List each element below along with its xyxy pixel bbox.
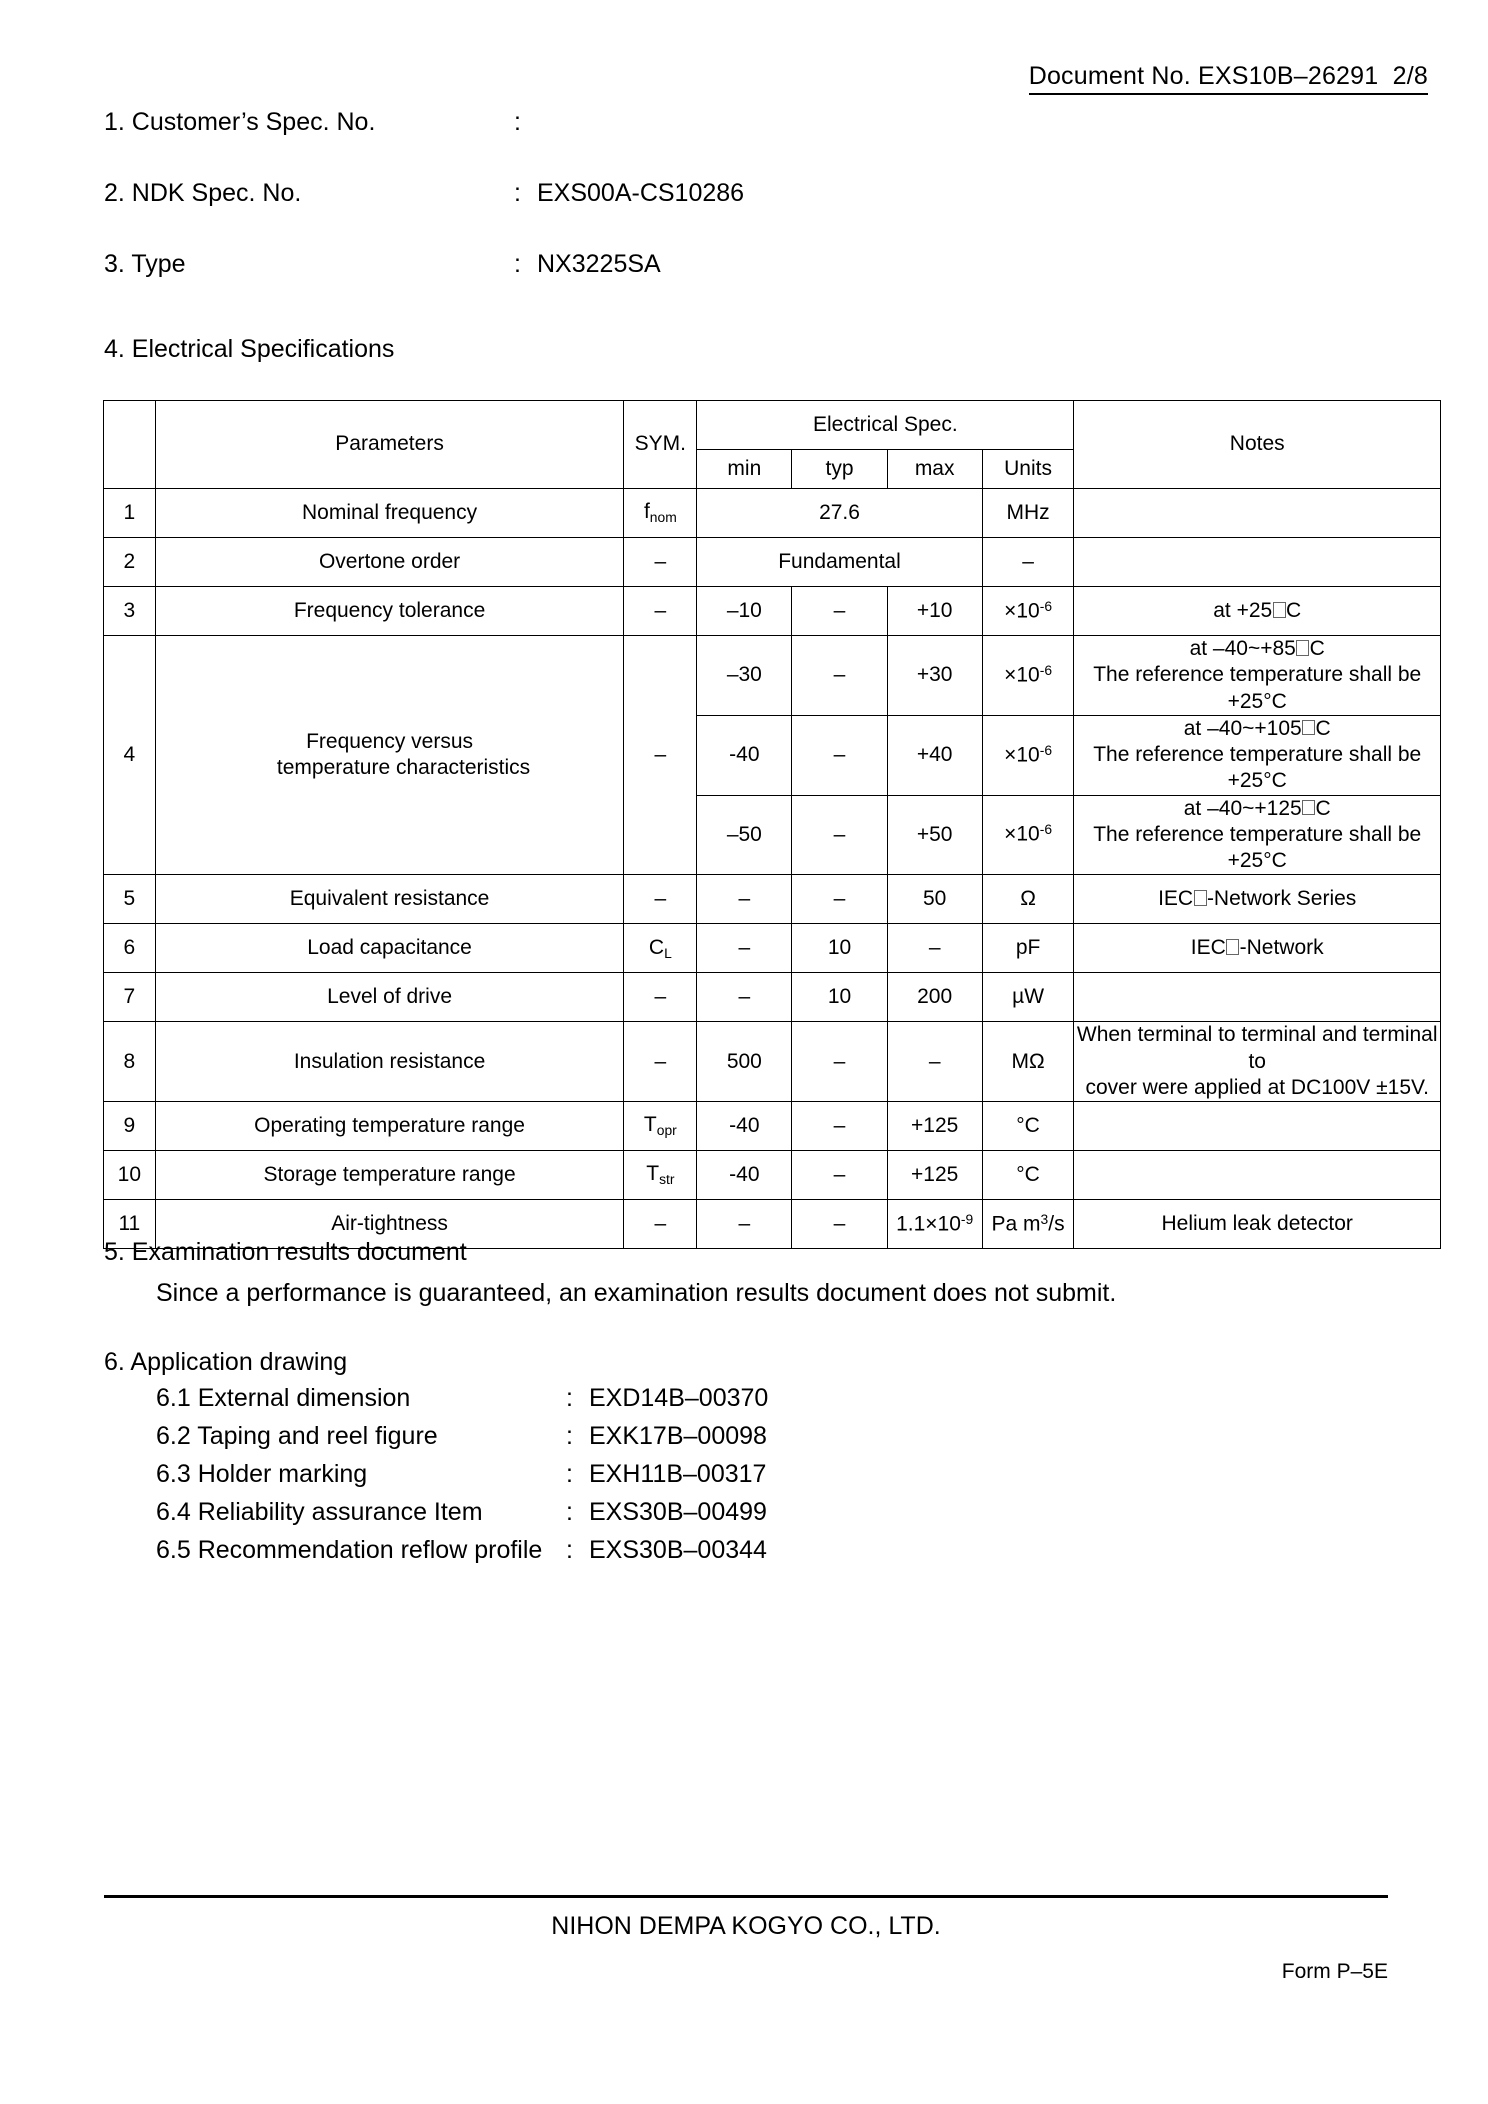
item-label: 6.4 Reliability assurance Item — [156, 1498, 483, 1526]
notes-text-post: -Network — [1239, 936, 1324, 960]
electrical-spec-table-wrap — [103, 400, 1441, 1249]
row-max: +30 — [887, 636, 982, 716]
row-units: pF — [982, 924, 1074, 973]
row-min: –50 — [697, 795, 792, 875]
row-units: °C — [982, 1151, 1074, 1200]
missing-glyph-box-icon — [1273, 602, 1286, 618]
notes-text-post: -Network Series — [1206, 887, 1357, 911]
units-exponent: -6 — [1039, 821, 1053, 838]
row-units: µW — [982, 973, 1074, 1022]
row-number: 3 — [104, 587, 156, 636]
row-number: 4 — [104, 636, 156, 875]
notes-text-pre: at –40~+85 — [1189, 637, 1296, 660]
row-number: 2 — [104, 538, 156, 587]
row-max: +125 — [887, 1151, 982, 1200]
row-min: – — [697, 1200, 792, 1249]
row-min: – — [697, 875, 792, 924]
row-number: 11 — [104, 1200, 156, 1249]
row-parameter — [155, 636, 624, 875]
missing-glyph-box-icon — [1226, 939, 1239, 955]
row-number: 8 — [104, 1022, 156, 1102]
row-typ: – — [792, 875, 887, 924]
header-notes: Notes — [1074, 401, 1441, 489]
notes-line-2: The reference temperature shall be +25°C — [1093, 822, 1422, 872]
row-units — [982, 587, 1074, 636]
item-separator: : — [566, 1422, 573, 1450]
notes-text-pre: at +25 — [1213, 598, 1273, 622]
symbol-sub: nom — [649, 509, 677, 526]
row-number: 10 — [104, 1151, 156, 1200]
row-parameter: Level of drive — [155, 973, 624, 1022]
meta-label: 1. Customer’s Spec. No. — [104, 108, 376, 136]
table-row — [104, 1102, 1441, 1151]
row-min: – — [697, 924, 792, 973]
row-units: – — [982, 538, 1074, 587]
row-units: MHz — [982, 489, 1074, 538]
header-max: max — [887, 450, 982, 489]
header-sym: SYM. — [624, 401, 697, 489]
header-electrical-spec: Electrical Spec. — [697, 401, 1074, 450]
row-typ: – — [792, 587, 887, 636]
row-symbol — [624, 924, 697, 973]
missing-glyph-box-icon — [1302, 800, 1315, 816]
row-typ: – — [792, 1022, 887, 1102]
row-notes — [1074, 924, 1441, 973]
meta-separator: : — [514, 250, 521, 278]
section-6-item-external-dimension — [156, 1384, 1304, 1422]
max-exponent: -9 — [960, 1210, 974, 1227]
row-number: 7 — [104, 973, 156, 1022]
row-symbol — [624, 1102, 697, 1151]
row-max: +10 — [887, 587, 982, 636]
item-separator: : — [566, 1498, 573, 1526]
row-units: °C — [982, 1102, 1074, 1151]
section-6-item-taping-reel-figure — [156, 1422, 1304, 1460]
row-parameter: Storage temperature range — [155, 1151, 624, 1200]
row-typ: – — [792, 1200, 887, 1249]
symbol-base: T — [643, 1113, 657, 1137]
row-min: -40 — [697, 1102, 792, 1151]
row-symbol: – — [624, 1200, 697, 1249]
notes-line-1 — [1074, 796, 1440, 822]
row-symbol: – — [624, 538, 697, 587]
row-units: Ω — [982, 875, 1074, 924]
notes-text-post: C — [1315, 716, 1331, 740]
row-parameter: Equivalent resistance — [155, 875, 624, 924]
row-units — [982, 715, 1074, 795]
notes-line-1 — [1074, 636, 1440, 662]
section-6-item-reliability-assurance — [156, 1498, 1304, 1536]
row-units: MΩ — [982, 1022, 1074, 1102]
notes-text-pre: at –40~+125 — [1183, 796, 1302, 820]
row-symbol — [624, 489, 697, 538]
symbol-base: f — [643, 500, 650, 524]
row-max: +40 — [887, 715, 982, 795]
notes-text-pre: IEC — [1190, 936, 1226, 960]
row-typ: 10 — [792, 924, 887, 973]
notes-text-post: C — [1315, 796, 1331, 820]
row-symbol: – — [624, 875, 697, 924]
missing-glyph-box-icon — [1296, 640, 1309, 656]
symbol-sub: L — [664, 944, 672, 961]
symbol-sub: str — [659, 1171, 675, 1188]
item-value: EXS30B–00499 — [589, 1498, 767, 1526]
electrical-spec-table — [103, 400, 1441, 1249]
header-row-number — [104, 401, 156, 489]
meta-separator: : — [514, 108, 521, 136]
row-min: -40 — [697, 1151, 792, 1200]
row-typ: 10 — [792, 973, 887, 1022]
table-row — [104, 973, 1441, 1022]
row-symbol: – — [624, 973, 697, 1022]
notes-line-2: cover were applied at DC100V ±15V. — [1085, 1075, 1429, 1099]
symbol-sub: opr — [656, 1122, 677, 1139]
row-max: 200 — [887, 973, 982, 1022]
table-row — [104, 1151, 1441, 1200]
table-row — [104, 636, 1441, 716]
row-parameter: Air-tightness — [155, 1200, 624, 1249]
meta-label: 3. Type — [104, 250, 186, 278]
row-notes — [1074, 538, 1441, 587]
row-notes — [1074, 973, 1441, 1022]
units-base: ×10 — [1004, 663, 1040, 687]
header-typ: typ — [792, 450, 887, 489]
section-5 — [104, 1238, 1304, 1308]
section-6-item-list — [104, 1377, 1304, 1574]
meta-label: 2. NDK Spec. No. — [104, 179, 302, 207]
row-number: 6 — [104, 924, 156, 973]
notes-text-pre: IEC — [1158, 887, 1194, 911]
meta-separator: : — [514, 179, 521, 207]
row-max: – — [887, 924, 982, 973]
row-notes: Helium leak detector — [1074, 1200, 1441, 1249]
notes-text-post: C — [1309, 637, 1325, 660]
row-typ: – — [792, 1102, 887, 1151]
row-max: 50 — [887, 875, 982, 924]
row-units — [982, 795, 1074, 875]
row-notes — [1074, 875, 1441, 924]
units-exponent: -6 — [1039, 661, 1053, 678]
table-row — [104, 924, 1441, 973]
row-parameter: Operating temperature range — [155, 1102, 624, 1151]
meta-value: EXS00A-CS10286 — [537, 179, 745, 207]
units-exponent: 3 — [1040, 1210, 1049, 1227]
meta-value: NX3225SA — [537, 250, 661, 278]
section-6 — [104, 1348, 1304, 1574]
row-notes — [1074, 489, 1441, 538]
table-row — [104, 1022, 1441, 1102]
row-typ: – — [792, 795, 887, 875]
row-symbol: – — [624, 587, 697, 636]
table-row — [104, 538, 1441, 587]
row-number: 1 — [104, 489, 156, 538]
row-notes — [1074, 1102, 1441, 1151]
row-min: –10 — [697, 587, 792, 636]
row-min: –30 — [697, 636, 792, 716]
notes-line-2: The reference temperature shall be +25°C — [1093, 743, 1422, 793]
row-notes — [1074, 636, 1441, 716]
row-typ: – — [792, 1151, 887, 1200]
units-exponent: -6 — [1039, 597, 1053, 614]
row-notes — [1074, 1151, 1441, 1200]
row-typ: – — [792, 636, 887, 716]
item-label: 6.1 External dimension — [156, 1384, 411, 1412]
meta-row-type — [104, 250, 1104, 321]
row-notes — [1074, 795, 1441, 875]
row-notes — [1074, 715, 1441, 795]
section-5-body: Since a performance is guaranteed, an examination results document does not submit. — [156, 1279, 1117, 1307]
units-prefix: Pa m — [991, 1212, 1041, 1236]
symbol-base: T — [646, 1162, 660, 1186]
notes-line-1 — [1074, 716, 1440, 742]
row-max: +50 — [887, 795, 982, 875]
document-number: Document No. EXS10B–26291 2/8 — [1029, 62, 1428, 95]
row-units — [982, 636, 1074, 716]
notes-line-2: The reference temperature shall be +25°C — [1093, 663, 1422, 713]
document-number-header — [1029, 62, 1428, 95]
notes-line-1: When terminal to terminal and terminal to — [1076, 1023, 1438, 1073]
item-separator: : — [566, 1460, 573, 1488]
row-max: +125 — [887, 1102, 982, 1151]
parameter-line-2: temperature characteristics — [276, 756, 531, 780]
footer-form-code: Form P–5E — [1281, 1960, 1388, 1983]
row-spanned-value: 27.6 — [697, 489, 982, 538]
row-parameter: Nominal frequency — [155, 489, 624, 538]
units-suffix: /s — [1048, 1212, 1065, 1236]
symbol-base: C — [648, 935, 665, 959]
row-min: 500 — [697, 1022, 792, 1102]
item-separator: : — [566, 1384, 573, 1412]
units-base: ×10 — [1004, 599, 1040, 623]
header-units: Units — [982, 450, 1074, 489]
row-parameter: Insulation resistance — [155, 1022, 624, 1102]
item-value: EXS30B–00344 — [589, 1536, 767, 1564]
notes-text-pre: at –40~+105 — [1183, 716, 1302, 740]
row-spanned-value: Fundamental — [697, 538, 982, 587]
table-row — [104, 587, 1441, 636]
row-symbol — [624, 1151, 697, 1200]
row-min: -40 — [697, 715, 792, 795]
item-label: 6.3 Holder marking — [156, 1460, 368, 1488]
row-min: – — [697, 973, 792, 1022]
section-6-title: 6. Application drawing — [104, 1348, 348, 1376]
units-base: ×10 — [1004, 823, 1040, 847]
units-exponent: -6 — [1039, 741, 1053, 758]
section-5-title: 5. Examination results document — [104, 1238, 467, 1266]
header-meta-list — [104, 108, 1104, 321]
header-parameters: Parameters — [155, 401, 624, 489]
units-base: ×10 — [1004, 743, 1040, 767]
row-typ: – — [792, 715, 887, 795]
footer-divider — [104, 1895, 1388, 1898]
item-value: EXD14B–00370 — [589, 1384, 769, 1412]
meta-row-ndk-spec — [104, 179, 1104, 250]
table-row — [104, 875, 1441, 924]
item-label: 6.5 Recommendation reflow profile — [156, 1536, 543, 1564]
row-parameter: Overtone order — [155, 538, 624, 587]
row-notes — [1074, 587, 1441, 636]
row-max: – — [887, 1022, 982, 1102]
table-row — [104, 489, 1441, 538]
row-number: 9 — [104, 1102, 156, 1151]
header-min: min — [697, 450, 792, 489]
item-value: EXH11B–00317 — [589, 1460, 767, 1488]
row-symbol: – — [624, 636, 697, 875]
table-header-row-1 — [104, 401, 1441, 450]
row-symbol: – — [624, 1022, 697, 1102]
item-label: 6.2 Taping and reel figure — [156, 1422, 438, 1450]
missing-glyph-box-icon — [1302, 720, 1315, 736]
footer-company-name: NIHON DEMPA KOGYO CO., LTD. — [551, 1912, 941, 1940]
section-6-item-reflow-profile — [156, 1536, 1304, 1574]
section-6-item-holder-marking — [156, 1460, 1304, 1498]
meta-row-customer-spec — [104, 108, 1104, 179]
parameter-line-1: Frequency versus — [306, 729, 474, 753]
notes-text-post: C — [1286, 598, 1302, 622]
max-base: 1.1×10 — [896, 1212, 961, 1236]
section-4-heading: 4. Electrical Specifications — [104, 335, 395, 363]
missing-glyph-box-icon — [1194, 890, 1207, 906]
row-number: 5 — [104, 875, 156, 924]
item-value: EXK17B–00098 — [589, 1422, 767, 1450]
row-parameter: Frequency tolerance — [155, 587, 624, 636]
row-notes — [1074, 1022, 1441, 1102]
row-parameter: Load capacitance — [155, 924, 624, 973]
item-separator: : — [566, 1536, 573, 1564]
